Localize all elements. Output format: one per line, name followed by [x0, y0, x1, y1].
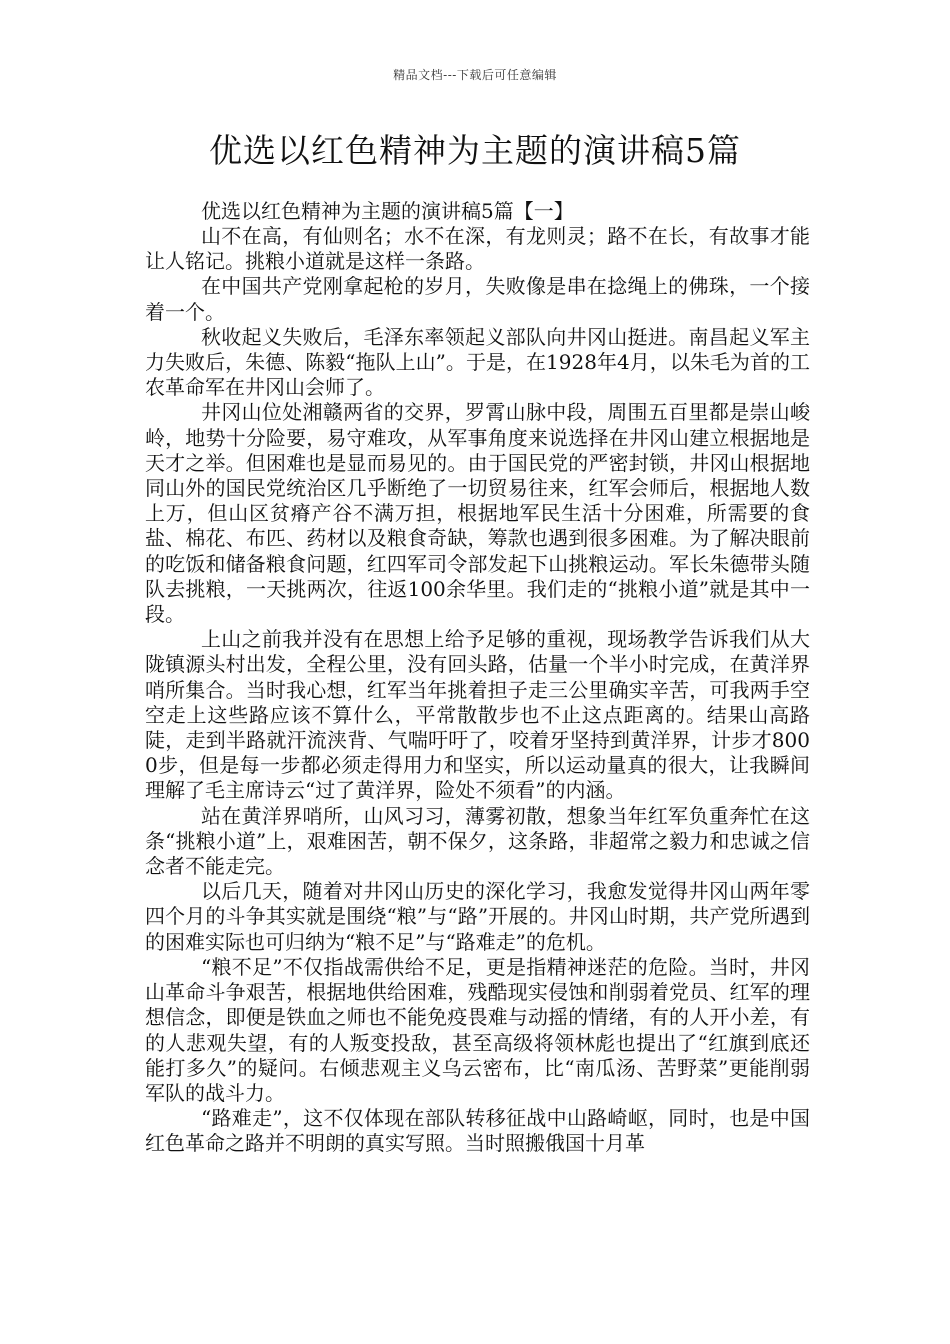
paragraph: “路难走”，这不仅体现在部队转移征战中山路崎岖，同时，也是中国红色革命之路并不明朗的真实写照。当时照搬俄国十月革: [145, 1106, 810, 1156]
header-note: 精品文档---下载后可任意编辑: [393, 68, 557, 82]
paragraph: 以后几天，随着对井冈山历史的深化学习，我愈发觉得井冈山两年零四个月的斗争其实就是围绕“粮”与“路”开展的。井冈山时期，共产党所遇到的困难实际也可归纳为“粮不足”与“路难走”的危机。: [145, 879, 810, 954]
paragraph: 在中国共产党刚拿起枪的岁月，失败像是串在捻绳上的佛珠，一个接着一个。: [145, 274, 810, 324]
paragraph: 山不在高，有仙则名；水不在深，有龙则灵；路不在长，有故事才能让人铭记。挑粮小道就是这样一条路。: [145, 224, 810, 274]
paragraph: “粮不足”不仅指战需供给不足，更是指精神迷茫的危险。当时，井冈山革命斗争艰苦，根据地供给困难，残酷现实侵蚀和削弱着党员、红军的理想信念，即便是铁血之师也不能免疫畏难与动摇的情绪，有的人开小差，有的人悲观失望，有的人叛变投敌，甚至高级将领林彪也提出了“红旗到底还能打多久”的疑问。右倾悲观主义乌云密布，比“南瓜汤、苦野菜”更能削弱军队的战斗力。: [145, 954, 810, 1105]
paragraph: 上山之前我并没有在思想上给予足够的重视，现场教学告诉我们从大陇镇源头村出发，全程公里，没有回头路，估量一个半小时完成，在黄洋界哨所集合。当时我心想，红军当年挑着担子走三公里确实辛苦，可我两手空空走上这些路应该不算什么，平常散散步也不止这点距离的。结果山高路陡，走到半路就汗流浃背、气喘吁吁了，咬着牙坚持到黄洋界，计步才8000步，但是每一步都必须走得用力和坚实，所以运动量真的很大，让我瞬间理解了毛主席诗云“过了黄洋界，险处不须看”的内涵。: [145, 627, 810, 803]
document-title: 优选以红色精神为主题的演讲稿5篇: [209, 131, 741, 170]
paragraph: 秋收起义失败后，毛泽东率领起义部队向井冈山挺进。南昌起义军主力失败后，朱德、陈毅“拖队上山”。于是，在1928年4月，以朱毛为首的工农革命军在井冈山会师了。: [145, 324, 810, 400]
paragraph: 站在黄洋界哨所，山风习习，薄雾初散，想象当年红军负重奔忙在这条“挑粮小道”上，艰难困苦，朝不保夕，这条路，非超常之毅力和忠诚之信念者不能走完。: [145, 803, 810, 879]
document-body: [145, 199, 810, 1157]
section-heading: 优选以红色精神为主题的演讲稿5篇【一】: [201, 199, 574, 223]
paragraph: 井冈山位处湘赣两省的交界，罗霄山脉中段，周围五百里都是崇山峻岭，地势十分险要，易守难攻，从军事角度来说选择在井冈山建立根据地是天才之举。但困难也是显而易见的。由于国民党的严密封锁，井冈山根据地同山外的国民党统治区几乎断绝了一切贸易往来，红军会师后，根据地人数上万，但山区贫瘠产谷不满万担，根据地军民生活十分困难，所需要的食盐、棉花、布匹、药材以及粮食奇缺，筹款也遇到很多困难。为了解决眼前的吃饭和储备粮食问题，红四军司令部发起下山挑粮运动。军长朱德带头随队去挑粮，一天挑两次，往返100余华里。我们走的“挑粮小道”就是其中一段。: [145, 400, 810, 627]
